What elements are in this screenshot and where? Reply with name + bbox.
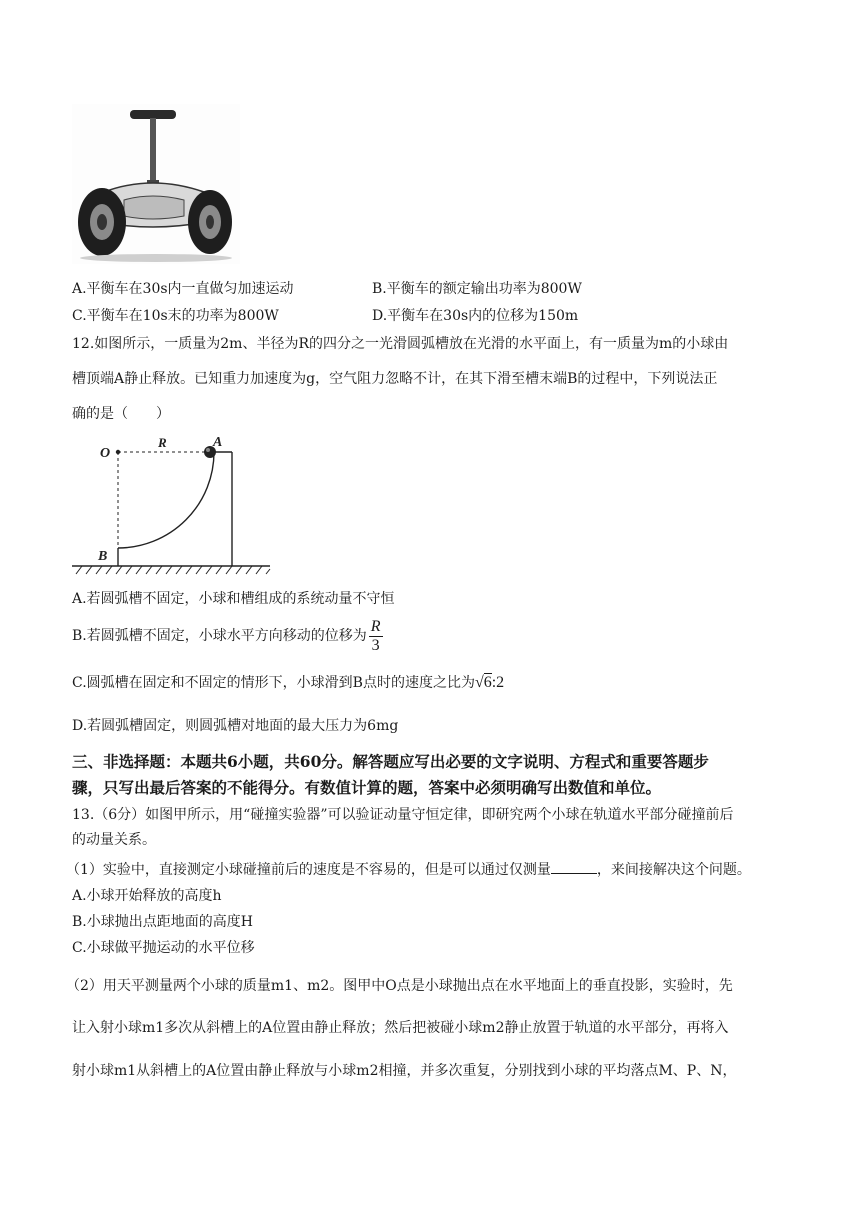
q13-part2-line-1: （2）用天平测量两个小球的质量m1、m2。图甲中O点是小球抛出点在水平地面上的垂直投影，实验时，先	[66, 978, 733, 994]
balance-scooter-image	[72, 104, 240, 264]
q12-option-a: A.若圆弧槽不固定，小球和槽组成的系统动量不守恒	[72, 591, 395, 607]
q13-part1-pre: （1）实验中，直接测定小球碰撞前后的速度是不容易的，但是可以通过仅测量	[66, 862, 551, 878]
sqrt-symbol: √	[474, 674, 484, 691]
label-o: O	[100, 446, 111, 461]
q13-option-c: C.小球做平抛运动的水平位移	[72, 940, 255, 956]
q12-option-d: D.若圆弧槽固定，则圆弧槽对地面的最大压力为6mg	[72, 718, 399, 734]
q12-option-b-text: B.若圆弧槽不固定，小球水平方向移动的位移为	[72, 628, 367, 644]
q13-part2-line-3: 射小球m1从斜槽上的A位置由静止释放与小球m2相撞，并多次重复，分别找到小球的平均落点M、P、N，	[72, 1063, 737, 1079]
q12-option-c-text: C.圆弧槽在固定和不固定的情形下，小球滑到B点时的速度之比为	[72, 675, 475, 691]
fraction-denominator: 3	[371, 636, 380, 654]
q13-option-a: A.小球开始释放的高度h	[72, 888, 222, 904]
q13-part1-post: ，来间接解决这个问题。	[596, 862, 751, 878]
ratio-tail: :2	[491, 674, 505, 691]
q12-stem-line-2: 槽顶端A静止释放。已知重力加速度为g，空气阻力忽略不计，在其下滑至槽末端B的过程中，下列说法正	[72, 371, 718, 387]
sqrt-radicand: 6	[483, 674, 492, 691]
section3-heading-line-2: 骤，只写出最后答案的不能得分。有数值计算的题，答案中必须明确写出数值和单位。	[72, 778, 662, 797]
q13-part1	[66, 860, 751, 880]
label-b: B	[98, 549, 108, 564]
label-a: A	[213, 436, 223, 450]
q12-option-c	[72, 673, 504, 693]
answer-blank[interactable]	[551, 861, 597, 874]
q13-part2-line-2: 让入射小球m1多次从斜槽上的A位置由静止释放；然后把被碰小球m2静止放置于轨道的水平部分，再将入	[72, 1020, 729, 1036]
q13-option-b: B.小球抛出点距地面的高度H	[72, 914, 253, 930]
q12-stem-line-3: 确的是（ ）	[72, 406, 170, 422]
fraction-numerator: R	[370, 617, 381, 635]
q12-option-b	[72, 616, 383, 656]
label-r: R	[158, 436, 167, 450]
section3-heading-line-1: 三、非选择题：本题共6小题，共60分。解答题应写出必要的文字说明、方程式和重要答题步	[72, 752, 709, 771]
q12-stem-line-1: 12.如图所示，一质量为2m、半径为R的四分之一光滑圆弧槽放在光滑的水平面上，有一质量为m的小球由	[72, 336, 729, 352]
q11-option-d: D.平衡车在30s内的位移为150m	[372, 308, 579, 324]
q11-option-b: B.平衡车的额定输出功率为800W	[372, 281, 582, 297]
q13-stem-line-1: 13.（6分）如图甲所示，用“碰撞实验器”可以验证动量守恒定律，即研究两个小球在轨道水平部分碰撞前后	[72, 807, 734, 823]
q13-stem-line-2: 的动量关系。	[72, 832, 156, 848]
q11-option-a: A.平衡车在30s内一直做匀加速运动	[72, 281, 294, 297]
fraction-r-over-3	[369, 618, 383, 655]
q11-option-c: C.平衡车在10s末的功率为800W	[72, 308, 279, 324]
arc-groove-figure	[72, 436, 272, 578]
